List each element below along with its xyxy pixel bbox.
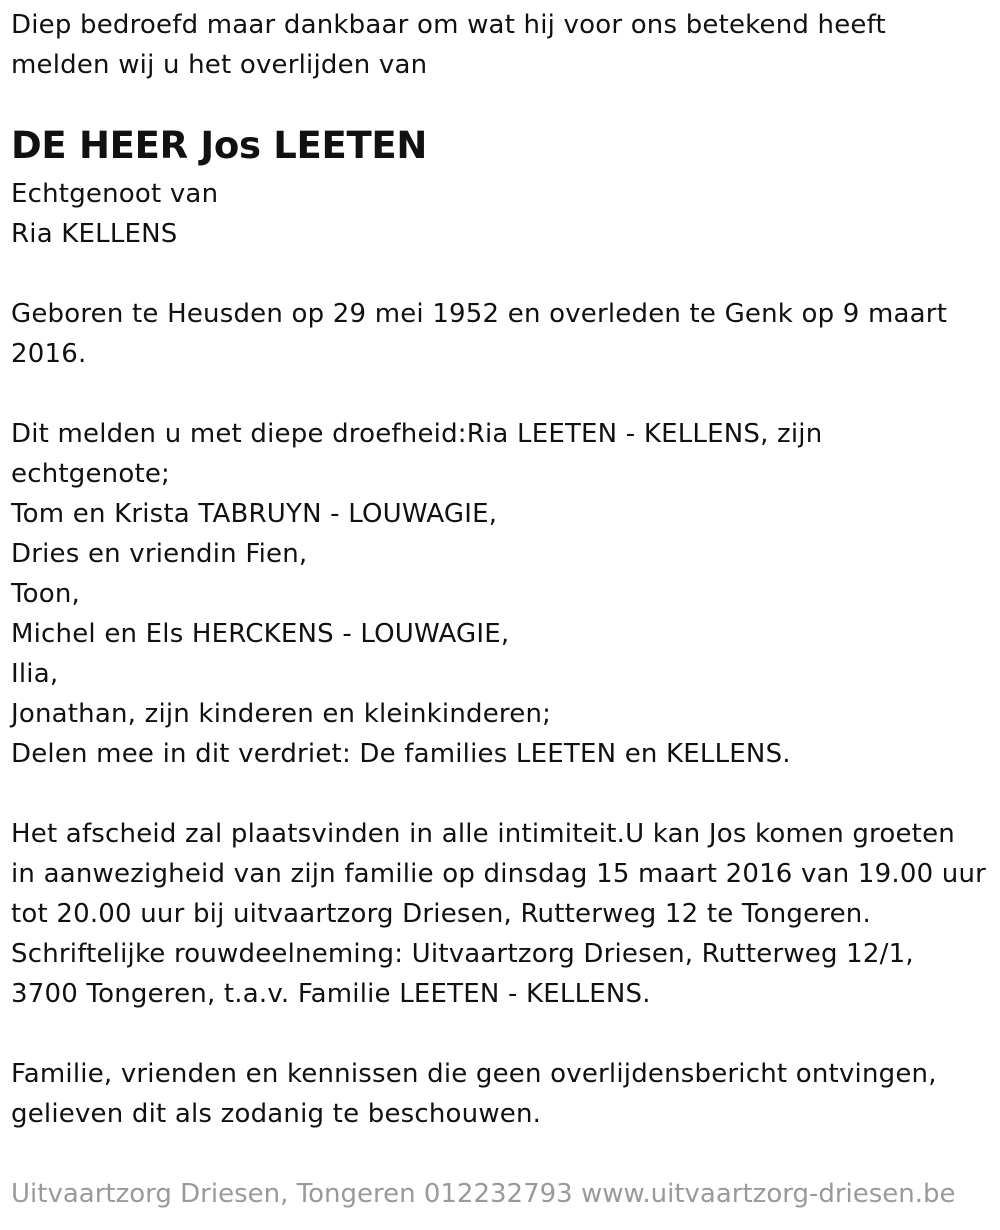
family-line: echtgenote; — [11, 459, 170, 489]
intro-line: Diep bedroefd maar dankbaar om wat hij voor ons betekend heeft — [11, 10, 886, 40]
birth-death-line: Geboren te Heusden op 29 mei 1952 en overleden te Genk op 9 maart — [11, 299, 948, 329]
family-line: Ilia, — [11, 659, 59, 689]
intro-line: melden wij u het overlijden van — [11, 50, 428, 80]
spouse-line: Ria KELLENS — [11, 219, 178, 249]
obituary-document — [11, 5, 991, 1134]
paragraph-gap — [11, 254, 991, 294]
family-paragraph — [11, 414, 991, 774]
paragraph-gap — [11, 1014, 991, 1054]
spouse-paragraph — [11, 174, 991, 254]
farewell-line: 3700 Tongeren, t.a.v. Familie LEETEN - KELLENS. — [11, 979, 651, 1009]
family-line: Toon, — [11, 579, 81, 609]
farewell-line: in aanwezigheid van zijn familie op dinsdag 15 maart 2016 van 19.00 uur — [11, 859, 987, 889]
family-line: Dit melden u met diepe droefheid:Ria LEETEN - KELLENS, zijn — [11, 419, 823, 449]
closing-line: gelieven dit als zodanig te beschouwen. — [11, 1099, 542, 1129]
paragraph-gap — [11, 774, 991, 814]
farewell-line: Schriftelijke rouwdeelneming: Uitvaartzorg Driesen, Rutterweg 12/1, — [11, 939, 914, 969]
funeral-home-footer: Uitvaartzorg Driesen, Tongeren 012232793 www.uitvaartzorg-driesen.be — [11, 1179, 956, 1209]
deceased-name: DE HEER Jos LEETEN — [11, 124, 428, 167]
spouse-line: Echtgenoot van — [11, 179, 219, 209]
closing-paragraph — [11, 1054, 991, 1134]
birth-death-line: 2016. — [11, 339, 87, 369]
farewell-paragraph — [11, 814, 991, 1014]
intro-paragraph — [11, 5, 991, 85]
family-line: Delen mee in dit verdriet: De families LEETEN en KELLENS. — [11, 739, 791, 769]
family-line: Michel en Els HERCKENS - LOUWAGIE, — [11, 619, 510, 649]
farewell-line: tot 20.00 uur bij uitvaartzorg Driesen, Rutterweg 12 te Tongeren. — [11, 899, 871, 929]
family-line: Dries en vriendin Fien, — [11, 539, 308, 569]
farewell-line: Het afscheid zal plaatsvinden in alle intimiteit.U kan Jos komen groeten — [11, 819, 955, 849]
family-line: Jonathan, zijn kinderen en kleinkinderen; — [11, 699, 552, 729]
closing-line: Familie, vrienden en kennissen die geen overlijdensbericht ontvingen, — [11, 1059, 937, 1089]
birth-death-paragraph — [11, 294, 991, 374]
paragraph-gap — [11, 374, 991, 414]
family-line: Tom en Krista TABRUYN - LOUWAGIE, — [11, 499, 498, 529]
